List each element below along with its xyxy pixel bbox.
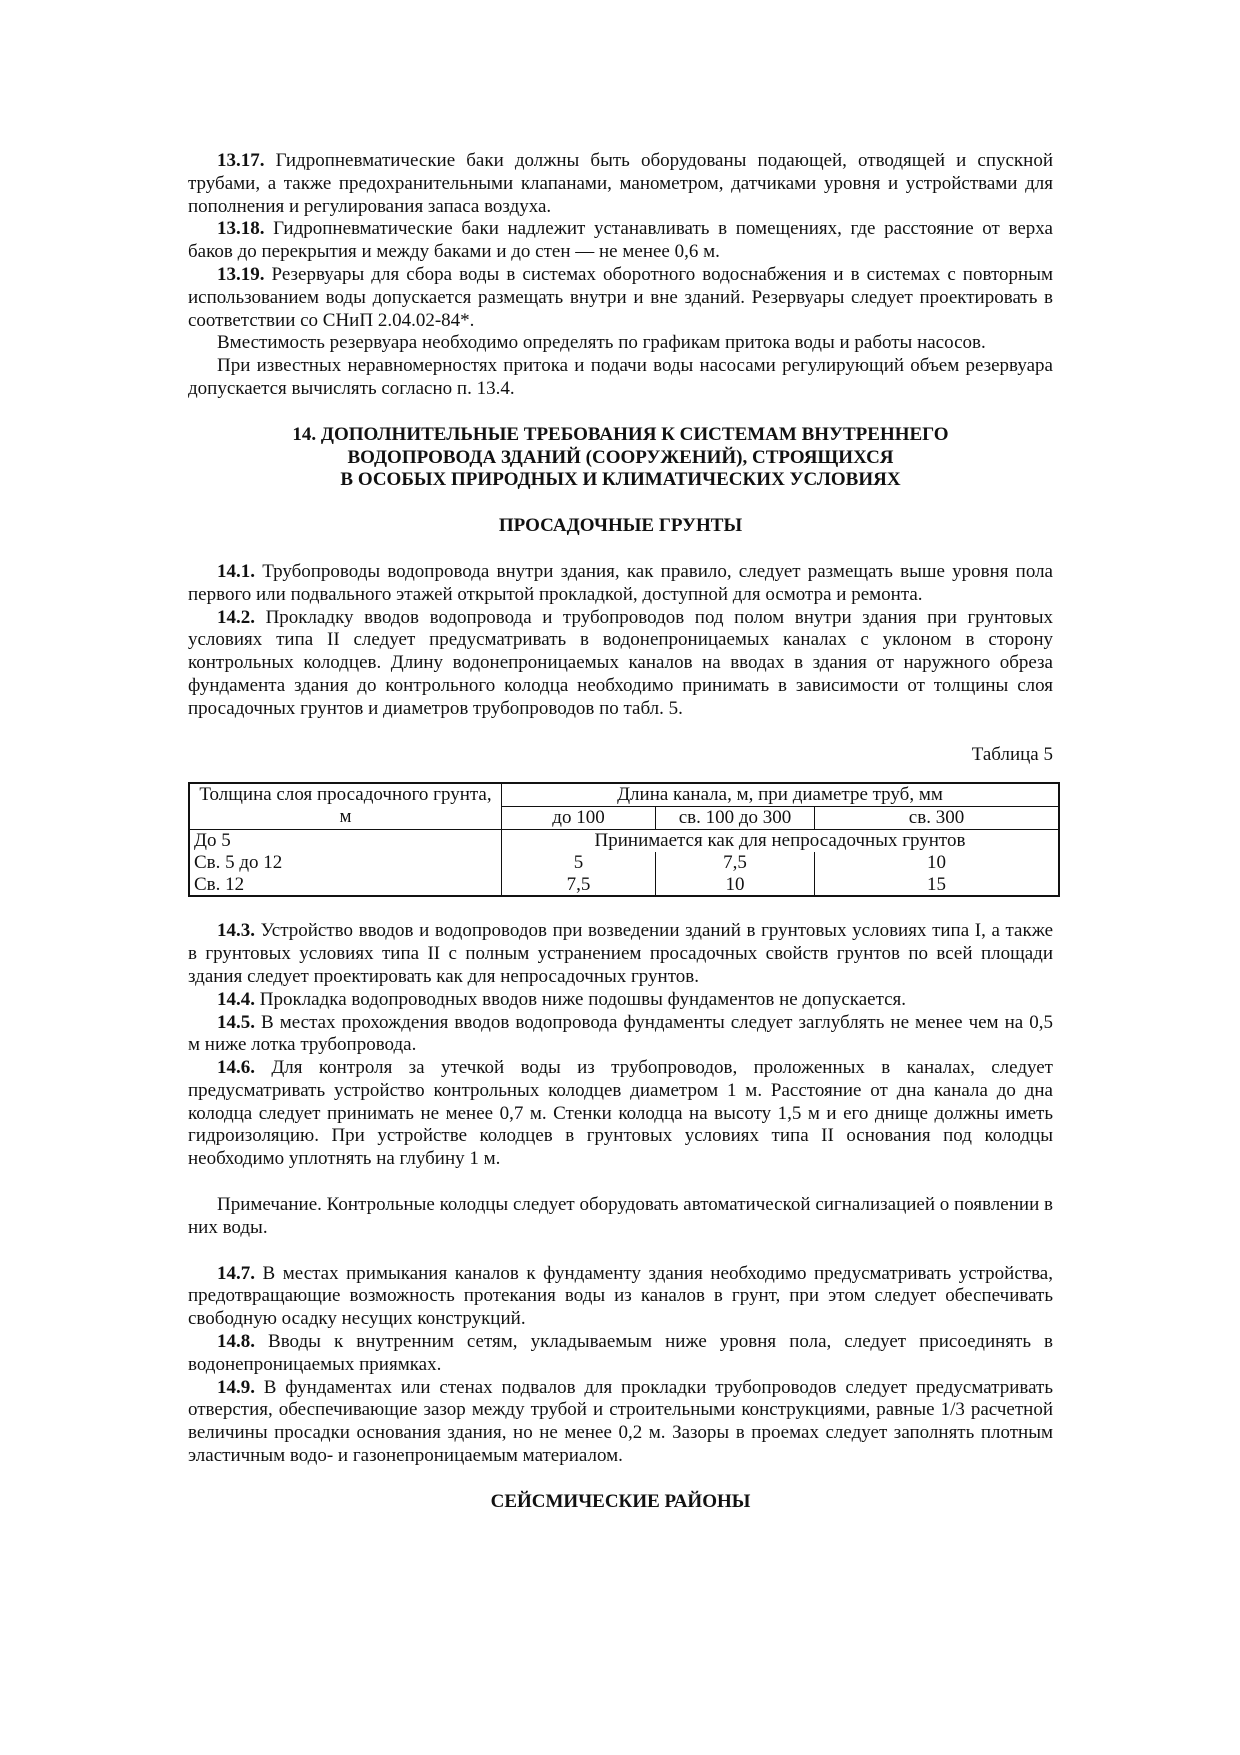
clause-number: 13.17. [217,150,265,171]
clause-14-9 [188,1377,1053,1468]
table-cell-label: Св. 5 до 12 [189,852,502,874]
clause-number: 14.1. [217,560,255,582]
clause-14-5 [188,1012,1053,1058]
clause-text: Гидропневматические баки надлежит устанавливать в помещениях, где расстояние от верха баков до перекрытия и между баками и до стен — не менее 0,6 м. [188,218,1053,263]
table-cell: 10 [815,852,1060,874]
table-subheader: до 100 [502,807,656,830]
clause-14-8 [188,1331,1053,1377]
table-subheader: св. 100 до 300 [656,807,815,830]
clause-14-6 [188,1057,1053,1171]
clause-14-3 [188,920,1053,988]
table-cell: 15 [815,874,1060,897]
clause-text: Прокладка водопроводных вводов ниже подошвы фундаментов не допускается. [255,988,907,1010]
clause-number: 14.9. [217,1376,255,1398]
clause-text: Гидропневматические баки должны быть оборудованы подающей, отводящей и спускной трубами, а также предохранительными клапанами, манометром, датчиками уровня и устройствами для пополнения и регулирования запаса воздуха. [188,150,1053,217]
clause-13-19 [188,264,1053,332]
clause-14-7 [188,1263,1053,1331]
clause-number: 14.4. [217,988,255,1010]
table-subheader: св. 300 [815,807,1060,830]
table-cell: 7,5 [656,852,815,874]
section-heading-line: 14. ДОПОЛНИТЕЛЬНЫЕ ТРЕБОВАНИЯ К СИСТЕМАМ ВНУТРЕННЕГО [292,423,949,445]
table-header-thickness: Толщина слоя просадочного грунта, м [189,783,502,829]
clause-number: 13.19. [217,263,265,285]
table-5 [188,782,1060,897]
section-14-heading [188,424,1053,492]
clause-14-2 [188,607,1053,721]
clause-number: 14.7. [217,1262,255,1284]
clause-text: В местах прохождения вводов водопровода фундаменты следует заглублять не менее чем на 0,5 м ниже лотка трубопровода. [188,1011,1053,1056]
table-cell-label: Св. 12 [189,874,502,897]
section-heading-line: ВОДОПРОВОДА ЗДАНИЙ (СООРУЖЕНИЙ), СТРОЯЩИХСЯ [347,446,894,468]
table-cell: 5 [502,852,656,874]
table-row [189,852,1059,874]
clause-number: 14.8. [217,1331,255,1353]
table-cell: 10 [656,874,815,897]
clause-text: Прокладку вводов водопровода и трубопроводов под полом внутри здания при грунтовых условиях типа II следует предусматривать в водонепроницаемых каналах с уклоном в сторону контрольных колодцев. Длину водонепроницаемых каналов на вводах в здания от наружного обреза фундамента здания до контрольного колодца необходимо принимать в зависимости от толщины слоя просадочных грунтов и диаметров трубопроводов по табл. 5. [188,606,1053,719]
paragraph-capacity: Вместимость резервуара необходимо определять по графикам притока воды и работы насосов. [217,332,986,354]
clause-text: Устройство вводов и водопроводов при возведении зданий в грунтовых условиях типа I, а также в грунтовых условиях типа II с полным устранением просадочных свойств грунтов по всей площади здания следует проектировать как для непросадочных грунтов. [188,920,1053,987]
clause-13-18 [188,218,1053,264]
clause-14-1 [188,561,1053,607]
subsection-heading-seismic: СЕЙСМИЧЕСКИЕ РАЙОНЫ [490,1490,751,1512]
table-caption: Таблица 5 [971,743,1053,765]
note-paragraph: Примечание. Контрольные колодцы следует оборудовать автоматической сигнализацией о появлении в них воды. [188,1194,1053,1238]
paragraph-uneven-inflow: При известных неравномерностях притока и подачи воды насосами регулирующий объем резервуара допускается вычислять согласно п. 13.4. [188,355,1053,399]
clause-number: 14.3. [217,920,255,942]
clause-13-17 [188,150,1053,218]
clause-number: 14.6. [217,1057,255,1079]
section-heading-line: В ОСОБЫХ ПРИРОДНЫХ И КЛИМАТИЧЕСКИХ УСЛОВИЯХ [340,469,901,491]
table-row [189,829,1059,851]
table-cell-merged: Принимается как для непросадочных грунтов [502,829,1060,851]
clause-text: Вводы к внутренним сетям, укладываемым ниже уровня пола, следует присоединять в водонепроницаемых приямках. [188,1331,1053,1375]
table-header-channel-length: Длина канала, м, при диаметре труб, мм [502,783,1060,806]
clause-text: В фундаментах или стенах подвалов для прокладки трубопроводов следует предусматривать отверстия, обеспечивающие зазор между трубой и строительными конструкциями, равные 1/3 расчетной величины просадки основания здания, но не менее 0,2 м. Зазоры в проемах следует заполнять плотным эластичным водо- и газонепроницаемым материалом. [188,1376,1053,1467]
table-cell: 7,5 [502,874,656,897]
clause-14-4 [188,989,1053,1012]
document-body [188,150,1053,1514]
clause-text: Трубопроводы водопровода внутри здания, как правило, следует размещать выше уровня пола первого или подвального этажей открытой прокладкой, доступной для осмотра и ремонта. [188,560,1053,605]
subsection-heading-soils: ПРОСАДОЧНЫЕ ГРУНТЫ [498,515,743,537]
clause-text: Резервуары для сбора воды в системах оборотного водоснабжения и в системах с повторным использованием воды допускается размещать внутри и вне зданий. Резервуары следует проектировать в соответствии со СНиП 2.04.02-84*. [188,263,1053,331]
table-row [189,874,1059,897]
clause-text: В местах примыкания каналов к фундаменту здания необходимо предусматривать устройства, предотвращающие возможность протекания воды из каналов в грунт, при этом следует обеспечивать свободную осадку несущих конструкций. [188,1262,1053,1330]
clause-number: 14.2. [217,606,255,628]
clause-text: Для контроля за утечкой воды из трубопроводов, проложенных в каналах, следует предусматривать устройство контрольных колодцев диаметром 1 м. Расстояние от дна канала до дна колодца следует принимать не менее 0,7 м. Стенки колодца на высоту 1,5 м и его днище должны иметь гидроизоляцию. При устройстве колодцев в грунтовых условиях типа II основания под колодцы необходимо уплотнять на глубину 1 м. [188,1057,1053,1170]
clause-number: 14.5. [217,1011,255,1033]
table-cell-label: До 5 [189,829,502,851]
clause-number: 13.18. [217,218,265,240]
